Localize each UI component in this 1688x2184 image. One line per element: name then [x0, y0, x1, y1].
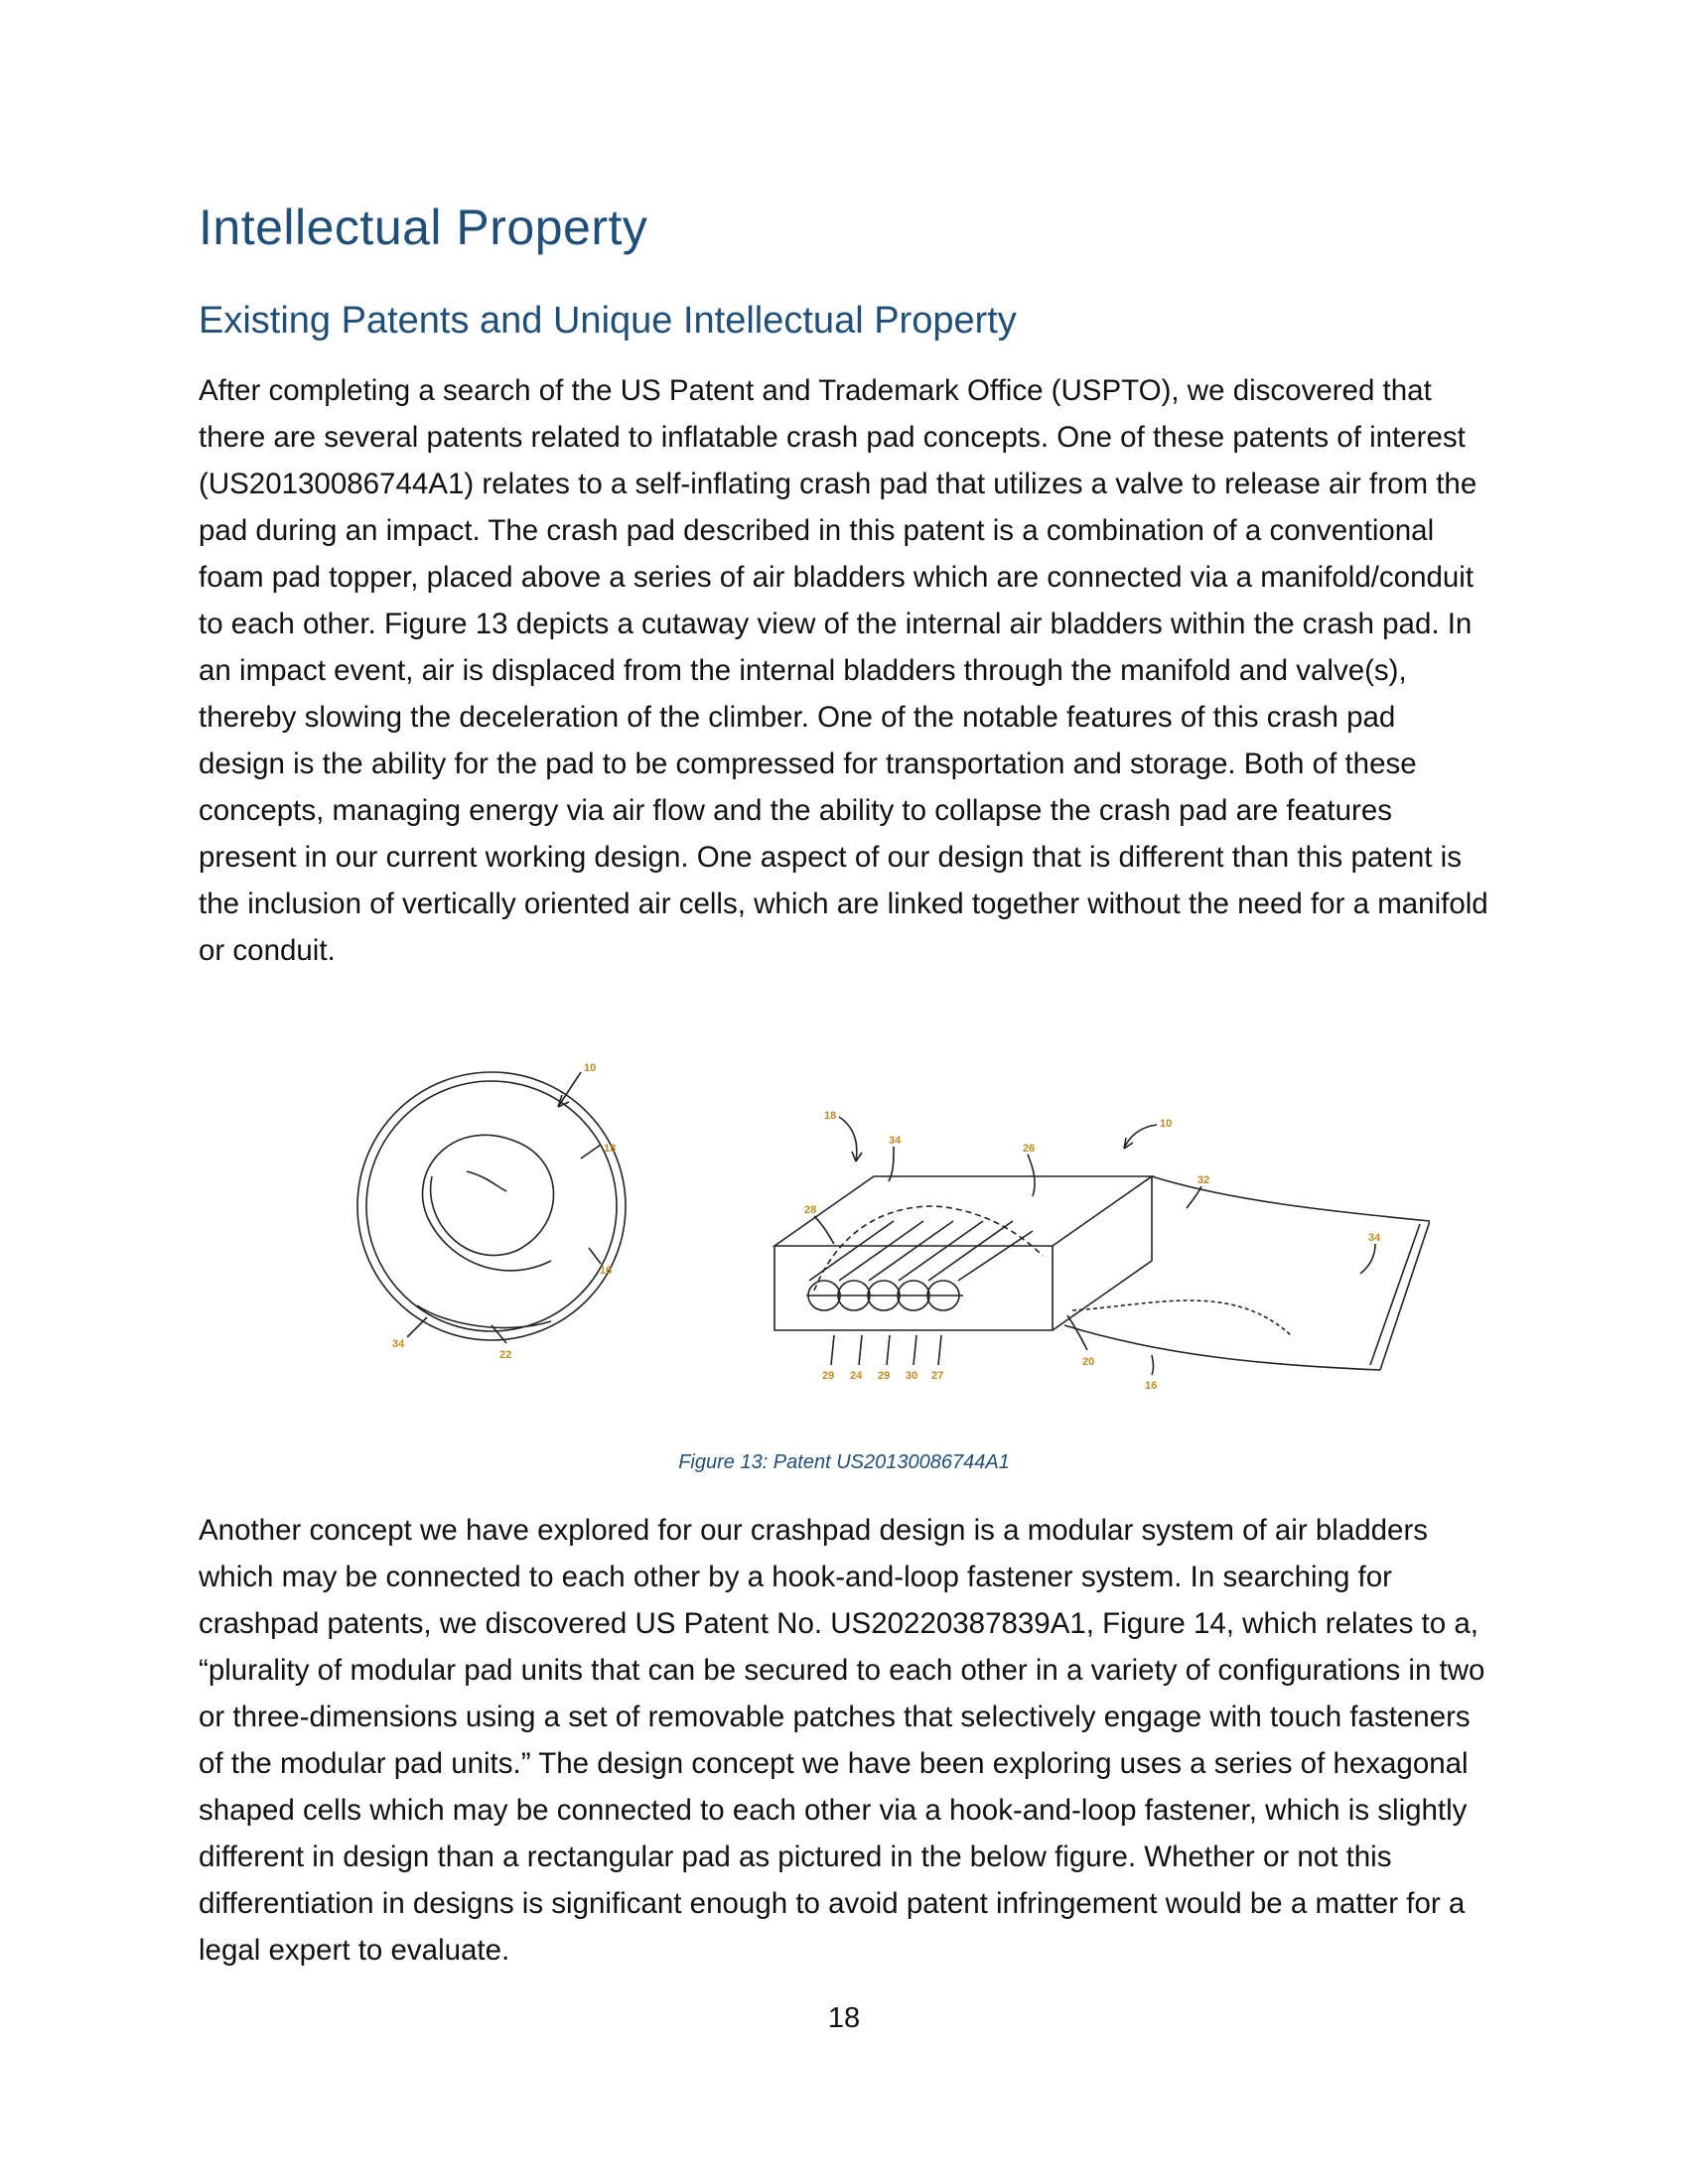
- fig-label-pad-26: 26: [1023, 1143, 1036, 1155]
- fig-label-roll-22: 22: [499, 1349, 512, 1361]
- figure-caption: Figure 13: Patent US20130086744A1: [678, 1451, 1010, 1473]
- flat-pad-drawing: [774, 1117, 1430, 1375]
- fig-label-pad-30: 30: [906, 1370, 918, 1382]
- section-title: Intellectual Property: [199, 200, 648, 255]
- fig-label-pad-20: 20: [1082, 1356, 1095, 1368]
- fig-label-roll-13: 13: [604, 1143, 617, 1155]
- fig-label-pad-34a: 34: [889, 1135, 902, 1147]
- fig-label-roll-10: 10: [584, 1062, 597, 1074]
- fig-label-pad-27: 27: [931, 1370, 944, 1382]
- fig-label-pad-34b: 34: [1368, 1232, 1381, 1244]
- fig-label-roll-16: 16: [600, 1265, 613, 1277]
- fig-label-pad-10: 10: [1160, 1118, 1173, 1130]
- figure-labels: [392, 1062, 1381, 1392]
- paragraph-patent-2: Another concept we have explored for our crashpad design is a modular system of air bladders which may be connected to each other by a hook-and-loop fastener system. In searching for crashpad patents, we discovered US Patent No. US20220387839A1, Figure 14, which relates to a, “plurality of modular pad units that can be secured to each other in a variety of configurations in two or three-dimensions using a set of removable patches that selectively engage with touch fasteners of the modular pad units.” The design concept we have been exploring uses a series of hexagonal shaped cells which may be connected to each other via a hook-and-loop fastener, which is slightly different in design than a rectangular pad as pictured in the below figure. Whether or not this differentiation in designs is significant enough to avoid patent infringement would be a matter for a legal expert to evaluate.: [199, 1514, 1485, 1967]
- fig-label-roll-34: 34: [392, 1338, 405, 1350]
- fig-label-pad-16: 16: [1145, 1380, 1158, 1392]
- paragraph-patent-1: After completing a search of the US Patent and Trademark Office (USPTO), we discovered that there are several patents related to inflatable crash pad concepts. One of these patents of interest (US20130086744A1) relates to a self-inflating crash pad that utilizes a valve to release air from the pad during an impact. The crash pad described in this patent is a combination of a conventional foam pad topper, placed above a series of air bladders which are connected via a manifold/conduit to each other. Figure 13 depicts a cutaway view of the internal air bladders within the crash pad. In an impact event, air is displaced from the internal bladders through the manifold and valve(s), thereby slowing the deceleration of the climber. One of the notable features of this crash pad design is the ability for the pad to be compressed for transportation and storage. Both of these concepts, managing energy via air flow and the ability to collapse the crash pad are features present in our current working design. One aspect of our design that is different than this patent is the inclusion of vertically oriented air cells, which are linked together without the need for a manifold or conduit.: [199, 374, 1488, 967]
- fig-label-pad-32: 32: [1197, 1174, 1210, 1186]
- page-number: 18: [827, 2002, 861, 2034]
- patent-figure: [338, 1027, 1430, 1425]
- fig-label-pad-29: 29: [822, 1370, 835, 1382]
- subsection-title: Existing Patents and Unique Intellectual Property: [199, 300, 1017, 341]
- rolled-pad-drawing: [357, 1072, 626, 1343]
- fig-label-pad-28: 28: [804, 1204, 817, 1216]
- fig-label-pad-24: 24: [850, 1370, 863, 1382]
- fig-label-pad-29b: 29: [878, 1370, 891, 1382]
- fig-label-pad-18: 18: [824, 1110, 837, 1122]
